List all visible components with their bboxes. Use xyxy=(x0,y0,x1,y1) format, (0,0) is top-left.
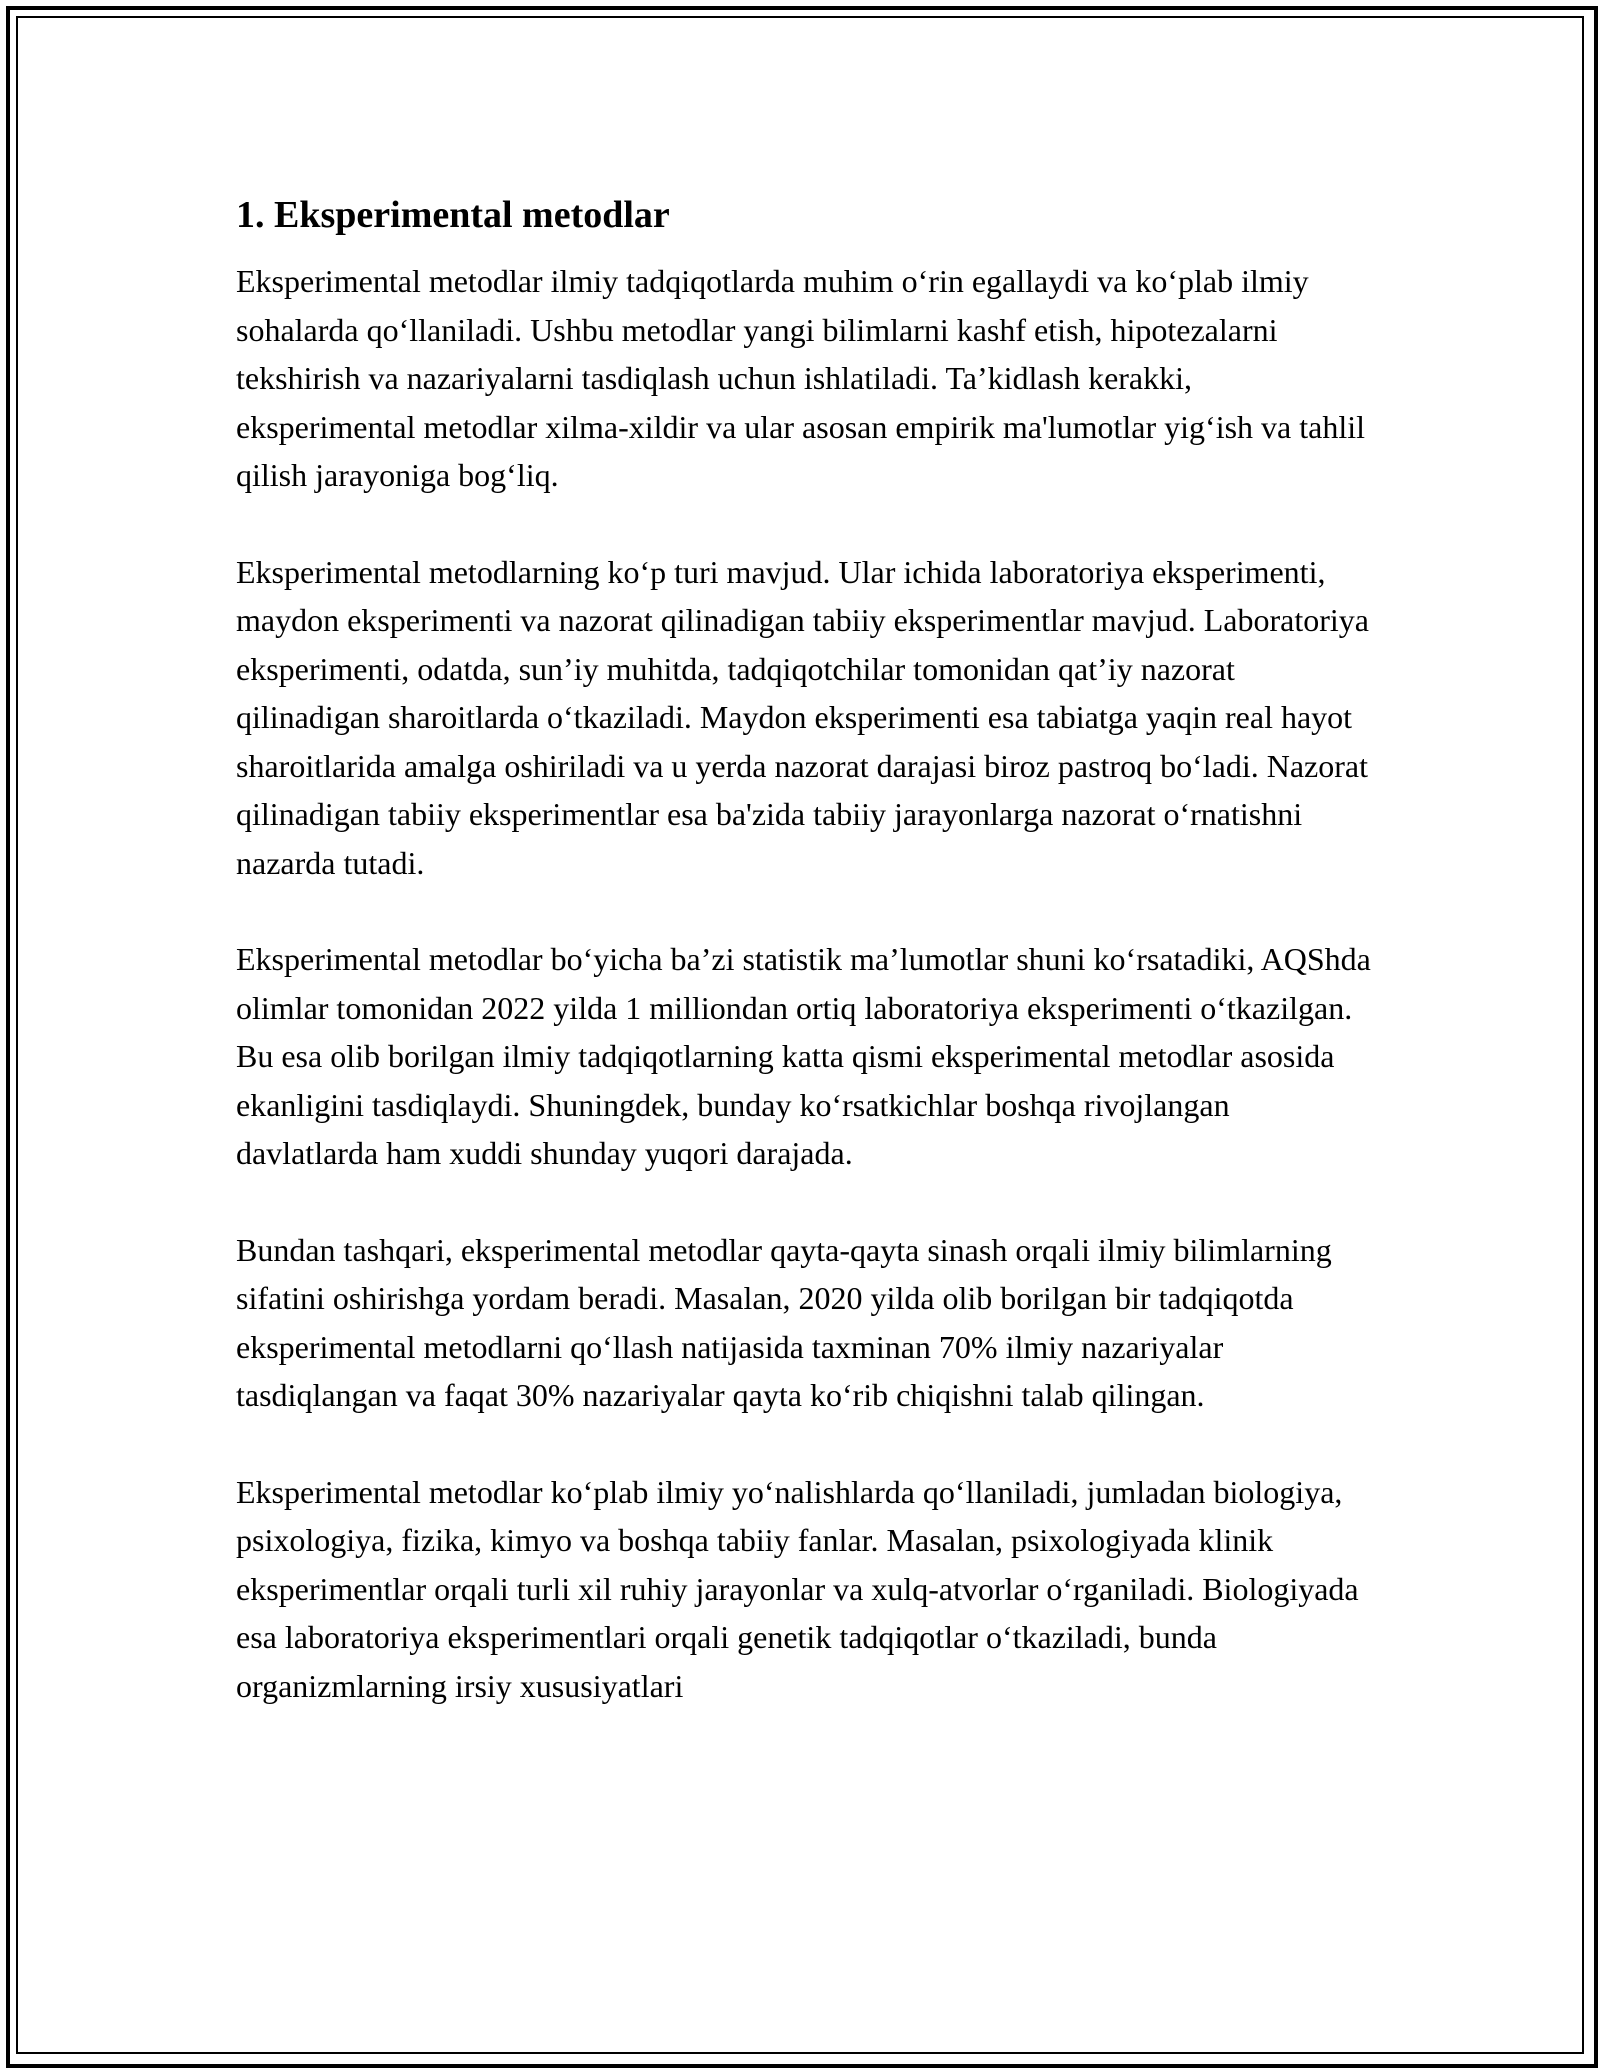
section-heading: 1. Eksperimental metodlar xyxy=(236,194,670,236)
paragraph-5: Eksperimental metodlar ko‘plab ilmiy yo‘nalishlarda qo‘llaniladi, jumladan biologiya, psixologiya, fizika, kimyo va boshqa tabiiy fanlar. Masalan, psixologiyada klinik eksperimentlar orqali turli xil ruhiy jarayonlar va xulq-atvorlar o‘rganiladi. Biologiyada esa laboratoriya eksperimentlari orqali genetik tadqiqotlar o‘tkaziladi, bunda organizmlarning irsiy xususiyatlari xyxy=(236,1473,1359,1704)
paragraph-4: Bundan tashqari, eksperimental metodlar qayta-qayta sinash orqali ilmiy bilimlarning sifatini oshirishga yordam beradi. Masalan, 2020 yilda olib borilgan bir tadqiqotda eksperimental metodlarni qo‘llash natijasida taxminan 70% ilmiy nazariyalar tasdiqlangan va faqat 30% nazariyalar qayta ko‘rib chiqishni talab qilingan. xyxy=(236,1231,1332,1413)
document-body xyxy=(236,185,1376,1758)
paragraph-2: Eksperimental metodlarning ko‘p turi mavjud. Ular ichida laboratoriya eksperimenti, maydon eksperimenti va nazorat qilinadigan tabiiy eksperimentlar mavjud. Laboratoriya eksperimenti, odatda, sun’iy muhitda, tadqiqotchilar tomonidan qat’iy nazorat qilinadigan sharoitlarda o‘tkaziladi. Maydon eksperimenti esa tabiatga yaqin real hayot sharoitlarida amalga oshiriladi va u yerda nazorat darajasi biroz pastroq bo‘ladi. Nazorat qilinadigan tabiiy eksperimentlar esa ba'zida tabiiy jarayonlarga nazorat o‘rnatishni nazarda tutadi. xyxy=(236,553,1369,881)
paragraph-3: Eksperimental metodlar bo‘yicha ba’zi statistik ma’lumotlar shuni ko‘rsatadiki, AQShda olimlar tomonidan 2022 yilda 1 milliondan ortiq laboratoriya eksperimenti o‘tkazilgan. Bu esa olib borilgan ilmiy tadqiqotlarning katta qismi eksperimental metodlar asosida ekanligini tasdiqlaydi. Shuningdek, bunday ko‘rsatkichlar boshqa rivojlangan davlatlarda ham xuddi shunday yuqori darajada. xyxy=(236,941,1371,1171)
paragraph-1: Eksperimental metodlar ilmiy tadqiqotlarda muhim o‘rin egallaydi va ko‘plab ilmiy sohalarda qo‘llaniladi. Ushbu metodlar yangi bilimlarni kashf etish, hipotezalarni tekshirish va nazariyalarni tasdiqlash uchun ishlatiladi. Ta’kidlash kerakki, eksperimental metodlar xilma-xildir va ular asosan empirik ma'lumotlar yig‘ish va tahlil qilish jarayoniga bog‘liq. xyxy=(236,263,1366,493)
